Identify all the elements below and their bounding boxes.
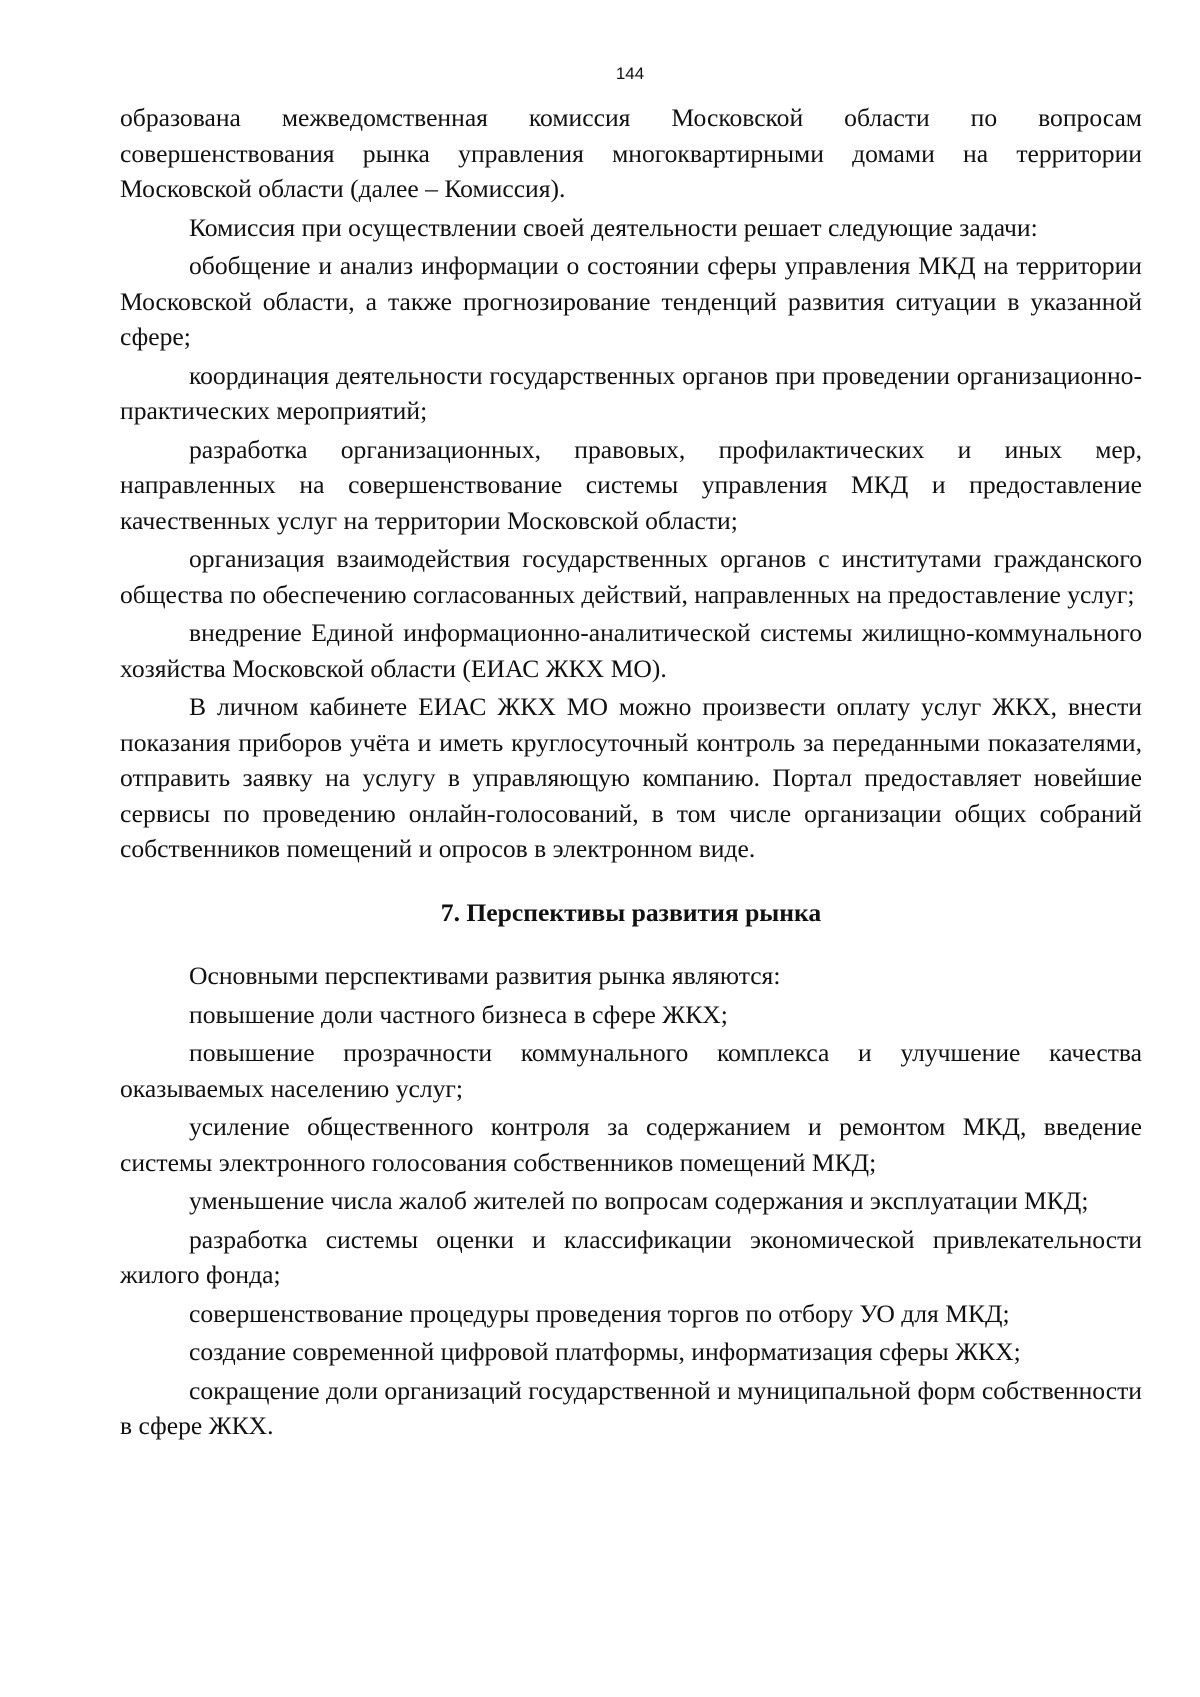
list-item-prospect-transparency: повышение прозрачности коммунального комплекса и улучшение качества оказываемых населению услуг; bbox=[120, 1038, 1142, 1103]
list-item-prospect-state-ownership: сокращение доли организаций государственной и муниципальной форм собственности в сфере ЖКХ. bbox=[120, 1375, 1142, 1440]
paragraph-commission-formed: образована межведомственная комиссия Московской области по вопросам совершенствования рынка управления многоквартирными домами на территории Московской области (далее – Комиссия). bbox=[120, 103, 1142, 203]
paragraph-prospects-intro: Основными перспективами развития рынка являются: bbox=[189, 961, 781, 990]
list-item-prospect-private-business: повышение доли частного бизнеса в сфере ЖКХ; bbox=[189, 999, 728, 1029]
list-item-prospect-tenders: совершенствование процедуры проведения торгов по отбору УО для МКД; bbox=[189, 1298, 1010, 1328]
list-item-task-eias: внедрение Единой информационно-аналитической системы жилищно-коммунального хозяйства Московской области (ЕИАС ЖКХ МО). bbox=[120, 618, 1142, 683]
list-item-task-coordination: координация деятельности государственных органов при проведении организационно-практических мероприятий; bbox=[120, 360, 1142, 425]
list-item-prospect-public-control: усиление общественного контроля за содержанием и ремонтом МКД, введение системы электронного голосования собственников помещений МКД; bbox=[120, 1112, 1142, 1177]
page-number: 144 bbox=[615, 64, 645, 83]
list-item-task-analysis: обобщение и анализ информации о состоянии сферы управления МКД на территории Московской области, а также прогнозирование тенденций развития ситуации в указанной сфере; bbox=[120, 251, 1142, 351]
list-item-prospect-classification: разработка системы оценки и классификации экономической привлекательности жилого фонда; bbox=[120, 1224, 1142, 1289]
list-item-task-interaction: организация взаимодействия государственных органов с институтами гражданского общества по обеспечению согласованных действий, направленных на предоставление услуг; bbox=[120, 544, 1142, 609]
list-item-prospect-digital-platform: создание современной цифровой платформы, информатизация сферы ЖКХ; bbox=[189, 1337, 1021, 1366]
section-heading: 7. Перспективы развития рынка bbox=[440, 897, 822, 927]
list-item-prospect-complaints: уменьшение числа жалоб жителей по вопросам содержания и эксплуатации МКД; bbox=[189, 1186, 1089, 1215]
paragraph-personal-account: В личном кабинете ЕИАС ЖКХ МО можно произвести оплату услуг ЖКХ, внести показания приборов учёта и иметь круглосуточный контроль за переданными показателями, отправить заявку на услугу в управляющую компанию. Портал предоставляет новейшие сервисы по проведению онлайн-голосований, в том числе организации общих собраний собственников помещений и опросов в электронном виде. bbox=[120, 692, 1142, 863]
document-body bbox=[120, 100, 1142, 1447]
list-item-task-measures: разработка организационных, правовых, профилактических и иных мер, направленных на совершенствование системы управления МКД и предоставление качественных услуг на территории Московской области; bbox=[120, 434, 1142, 535]
paragraph-commission-tasks: Комиссия при осуществлении своей деятельности решает следующие задачи: bbox=[189, 212, 1038, 242]
